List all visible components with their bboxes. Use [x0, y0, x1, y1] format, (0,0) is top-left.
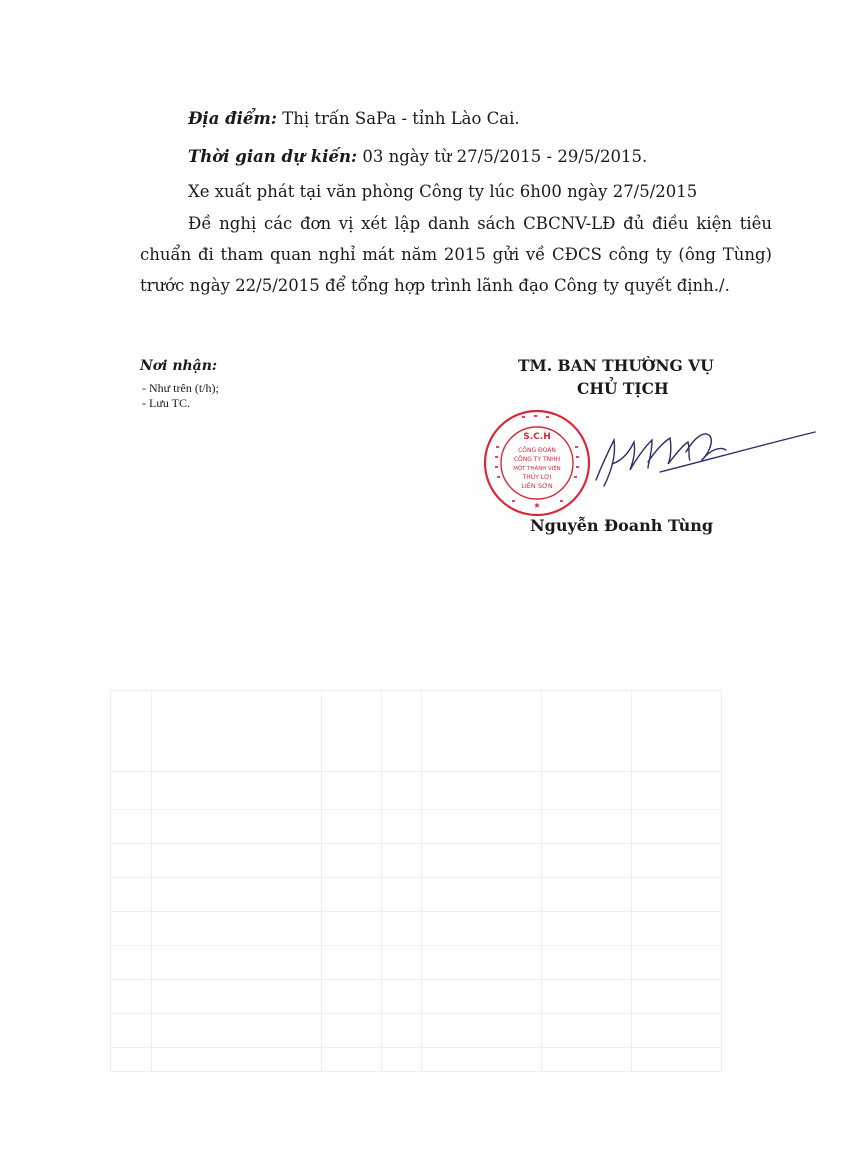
svg-text:MỘT THÀNH VIÊN: MỘT THÀNH VIÊN: [513, 466, 561, 472]
recipient-item: - Lưu TC.: [142, 396, 219, 411]
location-value: Thị trấn SaPa - tỉnh Lào Cai.: [276, 109, 520, 128]
signatory-name: Nguyễn Đoanh Tùng: [530, 516, 714, 535]
svg-text:LIÊN SƠN: LIÊN SƠN: [521, 482, 553, 490]
signatory-org: TM. BAN THƯỜNG VỤ: [518, 356, 714, 375]
time-line: [188, 146, 647, 168]
recipients-list: [142, 381, 219, 411]
location-label: Địa điểm:: [188, 109, 277, 128]
request-paragraph: Đề nghị các đơn vị xét lập danh sách CBCNV-LĐ đủ điều kiện tiêu chuẩn đi tham quan nghỉ mát năm 2015 gửi về CĐCS công ty (ông Tùng) trước ngày 22/5/2015 để tổng hợp trình lãnh đạo Công ty quyết định./.: [140, 214, 772, 295]
svg-text:★: ★: [533, 501, 541, 510]
time-label: Thời gian dự kiến:: [188, 147, 358, 166]
svg-text:CÔNG TY TNHH: CÔNG TY TNHH: [513, 456, 561, 463]
departure-line: Xe xuất phát tại văn phòng Công ty lúc 6h00 ngày 27/5/2015: [188, 182, 698, 201]
svg-text:THỦY LỢI: THỦY LỢI: [522, 474, 552, 481]
svg-text:CÔNG ĐOÀN: CÔNG ĐOÀN: [518, 447, 556, 454]
bleed-through-table: [110, 690, 722, 1072]
time-value: 03 ngày từ 27/5/2015 - 29/5/2015.: [357, 147, 648, 166]
location-line: [188, 108, 520, 130]
official-seal-icon: [482, 408, 592, 518]
signatory-role: CHỦ TỊCH: [577, 379, 669, 398]
recipient-item: - Như trên (t/h);: [142, 381, 219, 396]
handwritten-signature-icon: [590, 420, 820, 500]
recipients-title: Nơi nhận:: [140, 358, 218, 374]
svg-text:S.C.H: S.C.H: [523, 432, 551, 442]
